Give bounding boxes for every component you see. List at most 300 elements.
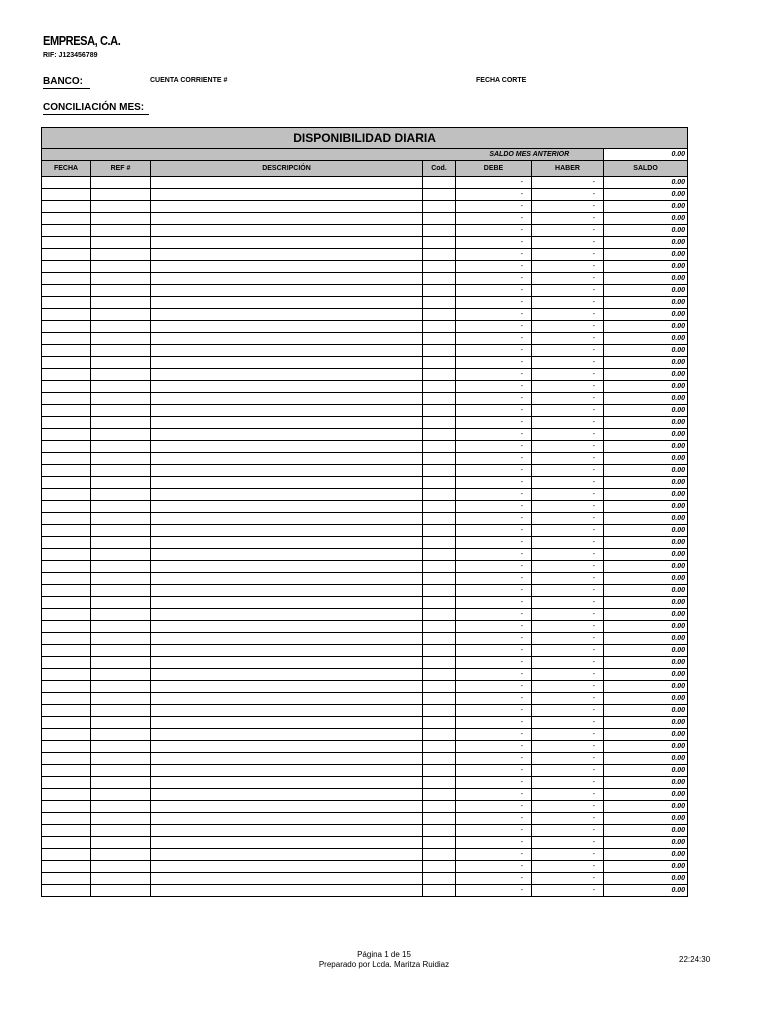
- cell-fecha[interactable]: [42, 465, 91, 477]
- cell-descripcion[interactable]: [151, 477, 423, 489]
- cell-cod[interactable]: [423, 429, 456, 441]
- cell-haber[interactable]: -: [532, 429, 604, 441]
- cell-fecha[interactable]: [42, 489, 91, 501]
- cell-descripcion[interactable]: [151, 537, 423, 549]
- cell-saldo[interactable]: 0.00: [604, 273, 688, 285]
- cell-saldo[interactable]: 0.00: [604, 669, 688, 681]
- cell-fecha[interactable]: [42, 273, 91, 285]
- cell-haber[interactable]: -: [532, 477, 604, 489]
- cell-descripcion[interactable]: [151, 357, 423, 369]
- cell-saldo[interactable]: 0.00: [604, 225, 688, 237]
- cell-haber[interactable]: -: [532, 189, 604, 201]
- cell-ref[interactable]: [91, 801, 151, 813]
- cell-saldo[interactable]: 0.00: [604, 309, 688, 321]
- cell-haber[interactable]: -: [532, 333, 604, 345]
- cell-haber[interactable]: -: [532, 405, 604, 417]
- cell-haber[interactable]: -: [532, 873, 604, 885]
- cell-cod[interactable]: [423, 225, 456, 237]
- cell-cod[interactable]: [423, 201, 456, 213]
- cell-saldo[interactable]: 0.00: [604, 285, 688, 297]
- cell-fecha[interactable]: [42, 297, 91, 309]
- cell-cod[interactable]: [423, 237, 456, 249]
- cell-debe[interactable]: -: [456, 261, 532, 273]
- cell-ref[interactable]: [91, 237, 151, 249]
- cell-fecha[interactable]: [42, 597, 91, 609]
- cell-descripcion[interactable]: [151, 237, 423, 249]
- cell-debe[interactable]: -: [456, 525, 532, 537]
- cell-saldo[interactable]: 0.00: [604, 501, 688, 513]
- cell-descripcion[interactable]: [151, 753, 423, 765]
- cell-saldo[interactable]: 0.00: [604, 489, 688, 501]
- cell-saldo[interactable]: 0.00: [604, 885, 688, 897]
- cell-haber[interactable]: -: [532, 537, 604, 549]
- cell-debe[interactable]: -: [456, 645, 532, 657]
- cell-ref[interactable]: [91, 669, 151, 681]
- cell-ref[interactable]: [91, 717, 151, 729]
- cell-saldo[interactable]: 0.00: [604, 717, 688, 729]
- cell-saldo[interactable]: 0.00: [604, 393, 688, 405]
- cell-fecha[interactable]: [42, 249, 91, 261]
- cell-cod[interactable]: [423, 657, 456, 669]
- cell-haber[interactable]: -: [532, 285, 604, 297]
- cell-descripcion[interactable]: [151, 585, 423, 597]
- cell-haber[interactable]: -: [532, 633, 604, 645]
- cell-ref[interactable]: [91, 837, 151, 849]
- cell-saldo[interactable]: 0.00: [604, 249, 688, 261]
- cell-haber[interactable]: -: [532, 861, 604, 873]
- cell-cod[interactable]: [423, 849, 456, 861]
- cell-fecha[interactable]: [42, 837, 91, 849]
- cell-cod[interactable]: [423, 177, 456, 189]
- cell-descripcion[interactable]: [151, 633, 423, 645]
- cell-haber[interactable]: -: [532, 681, 604, 693]
- cell-haber[interactable]: -: [532, 729, 604, 741]
- cell-ref[interactable]: [91, 693, 151, 705]
- cell-descripcion[interactable]: [151, 249, 423, 261]
- cell-descripcion[interactable]: [151, 609, 423, 621]
- cell-haber[interactable]: -: [532, 177, 604, 189]
- cell-saldo[interactable]: 0.00: [604, 849, 688, 861]
- cell-ref[interactable]: [91, 885, 151, 897]
- cell-descripcion[interactable]: [151, 405, 423, 417]
- cell-ref[interactable]: [91, 681, 151, 693]
- cell-ref[interactable]: [91, 729, 151, 741]
- cell-debe[interactable]: -: [456, 417, 532, 429]
- cell-haber[interactable]: -: [532, 573, 604, 585]
- cell-fecha[interactable]: [42, 885, 91, 897]
- cell-haber[interactable]: -: [532, 813, 604, 825]
- cell-debe[interactable]: -: [456, 705, 532, 717]
- cell-debe[interactable]: -: [456, 741, 532, 753]
- cell-fecha[interactable]: [42, 789, 91, 801]
- cell-descripcion[interactable]: [151, 285, 423, 297]
- cell-fecha[interactable]: [42, 381, 91, 393]
- cell-ref[interactable]: [91, 405, 151, 417]
- cell-ref[interactable]: [91, 225, 151, 237]
- cell-haber[interactable]: -: [532, 753, 604, 765]
- cell-descripcion[interactable]: [151, 717, 423, 729]
- cell-cod[interactable]: [423, 537, 456, 549]
- cell-saldo[interactable]: 0.00: [604, 429, 688, 441]
- cell-saldo[interactable]: 0.00: [604, 537, 688, 549]
- cell-haber[interactable]: -: [532, 597, 604, 609]
- cell-debe[interactable]: -: [456, 825, 532, 837]
- cell-cod[interactable]: [423, 597, 456, 609]
- cell-cod[interactable]: [423, 861, 456, 873]
- cell-ref[interactable]: [91, 249, 151, 261]
- cell-haber[interactable]: -: [532, 225, 604, 237]
- cell-fecha[interactable]: [42, 561, 91, 573]
- cell-fecha[interactable]: [42, 873, 91, 885]
- cell-descripcion[interactable]: [151, 657, 423, 669]
- cell-cod[interactable]: [423, 309, 456, 321]
- cell-debe[interactable]: -: [456, 669, 532, 681]
- cell-debe[interactable]: -: [456, 873, 532, 885]
- cell-debe[interactable]: -: [456, 729, 532, 741]
- cell-debe[interactable]: -: [456, 621, 532, 633]
- cell-cod[interactable]: [423, 777, 456, 789]
- cell-saldo[interactable]: 0.00: [604, 321, 688, 333]
- cell-haber[interactable]: -: [532, 765, 604, 777]
- cell-haber[interactable]: -: [532, 321, 604, 333]
- cell-saldo[interactable]: 0.00: [604, 465, 688, 477]
- cell-cod[interactable]: [423, 477, 456, 489]
- cell-fecha[interactable]: [42, 669, 91, 681]
- cell-descripcion[interactable]: [151, 861, 423, 873]
- cell-cod[interactable]: [423, 741, 456, 753]
- cell-descripcion[interactable]: [151, 189, 423, 201]
- cell-cod[interactable]: [423, 333, 456, 345]
- cell-descripcion[interactable]: [151, 765, 423, 777]
- cell-saldo[interactable]: 0.00: [604, 357, 688, 369]
- cell-cod[interactable]: [423, 405, 456, 417]
- cell-cod[interactable]: [423, 801, 456, 813]
- cell-debe[interactable]: -: [456, 477, 532, 489]
- cell-fecha[interactable]: [42, 765, 91, 777]
- cell-ref[interactable]: [91, 477, 151, 489]
- cell-haber[interactable]: -: [532, 201, 604, 213]
- cell-haber[interactable]: -: [532, 669, 604, 681]
- cell-ref[interactable]: [91, 297, 151, 309]
- cell-saldo[interactable]: 0.00: [604, 237, 688, 249]
- cell-ref[interactable]: [91, 597, 151, 609]
- cell-cod[interactable]: [423, 813, 456, 825]
- cell-descripcion[interactable]: [151, 621, 423, 633]
- cell-debe[interactable]: -: [456, 357, 532, 369]
- cell-cod[interactable]: [423, 345, 456, 357]
- cell-cod[interactable]: [423, 273, 456, 285]
- cell-fecha[interactable]: [42, 285, 91, 297]
- cell-descripcion[interactable]: [151, 393, 423, 405]
- cell-descripcion[interactable]: [151, 225, 423, 237]
- cell-debe[interactable]: -: [456, 801, 532, 813]
- cell-haber[interactable]: -: [532, 513, 604, 525]
- cell-saldo[interactable]: 0.00: [604, 801, 688, 813]
- cell-fecha[interactable]: [42, 501, 91, 513]
- cell-descripcion[interactable]: [151, 177, 423, 189]
- cell-saldo[interactable]: 0.00: [604, 417, 688, 429]
- cell-saldo[interactable]: 0.00: [604, 369, 688, 381]
- cell-cod[interactable]: [423, 189, 456, 201]
- cell-fecha[interactable]: [42, 333, 91, 345]
- cell-cod[interactable]: [423, 441, 456, 453]
- cell-debe[interactable]: -: [456, 381, 532, 393]
- cell-debe[interactable]: -: [456, 597, 532, 609]
- cell-fecha[interactable]: [42, 609, 91, 621]
- cell-ref[interactable]: [91, 561, 151, 573]
- cell-descripcion[interactable]: [151, 513, 423, 525]
- cell-saldo[interactable]: 0.00: [604, 585, 688, 597]
- cell-saldo[interactable]: 0.00: [604, 345, 688, 357]
- cell-haber[interactable]: -: [532, 393, 604, 405]
- cell-haber[interactable]: -: [532, 369, 604, 381]
- cell-cod[interactable]: [423, 393, 456, 405]
- cell-saldo[interactable]: 0.00: [604, 177, 688, 189]
- cell-cod[interactable]: [423, 885, 456, 897]
- cell-fecha[interactable]: [42, 717, 91, 729]
- cell-debe[interactable]: -: [456, 837, 532, 849]
- cell-haber[interactable]: -: [532, 441, 604, 453]
- cell-ref[interactable]: [91, 321, 151, 333]
- cell-cod[interactable]: [423, 453, 456, 465]
- cell-haber[interactable]: -: [532, 849, 604, 861]
- cell-debe[interactable]: -: [456, 633, 532, 645]
- cell-fecha[interactable]: [42, 573, 91, 585]
- cell-fecha[interactable]: [42, 777, 91, 789]
- cell-saldo[interactable]: 0.00: [604, 657, 688, 669]
- cell-fecha[interactable]: [42, 693, 91, 705]
- cell-haber[interactable]: -: [532, 657, 604, 669]
- cell-cod[interactable]: [423, 705, 456, 717]
- cell-saldo[interactable]: 0.00: [604, 297, 688, 309]
- cell-saldo[interactable]: 0.00: [604, 873, 688, 885]
- cell-cod[interactable]: [423, 585, 456, 597]
- cell-ref[interactable]: [91, 621, 151, 633]
- cell-descripcion[interactable]: [151, 741, 423, 753]
- cell-cod[interactable]: [423, 525, 456, 537]
- cell-debe[interactable]: -: [456, 765, 532, 777]
- cell-debe[interactable]: -: [456, 609, 532, 621]
- cell-fecha[interactable]: [42, 849, 91, 861]
- cell-debe[interactable]: -: [456, 813, 532, 825]
- cell-haber[interactable]: -: [532, 741, 604, 753]
- cell-haber[interactable]: -: [532, 837, 604, 849]
- cell-ref[interactable]: [91, 753, 151, 765]
- cell-debe[interactable]: -: [456, 465, 532, 477]
- cell-debe[interactable]: -: [456, 177, 532, 189]
- cell-cod[interactable]: [423, 693, 456, 705]
- cell-cod[interactable]: [423, 561, 456, 573]
- cell-haber[interactable]: -: [532, 417, 604, 429]
- cell-fecha[interactable]: [42, 441, 91, 453]
- cell-debe[interactable]: -: [456, 753, 532, 765]
- cell-fecha[interactable]: [42, 729, 91, 741]
- cell-fecha[interactable]: [42, 357, 91, 369]
- cell-haber[interactable]: -: [532, 717, 604, 729]
- cell-haber[interactable]: -: [532, 489, 604, 501]
- cell-debe[interactable]: -: [456, 549, 532, 561]
- cell-fecha[interactable]: [42, 549, 91, 561]
- cell-fecha[interactable]: [42, 657, 91, 669]
- cell-descripcion[interactable]: [151, 525, 423, 537]
- cell-ref[interactable]: [91, 429, 151, 441]
- cell-descripcion[interactable]: [151, 729, 423, 741]
- cell-cod[interactable]: [423, 765, 456, 777]
- cell-debe[interactable]: -: [456, 441, 532, 453]
- cell-cod[interactable]: [423, 753, 456, 765]
- cell-descripcion[interactable]: [151, 369, 423, 381]
- cell-ref[interactable]: [91, 861, 151, 873]
- cell-debe[interactable]: -: [456, 297, 532, 309]
- cell-ref[interactable]: [91, 657, 151, 669]
- cell-haber[interactable]: -: [532, 777, 604, 789]
- cell-ref[interactable]: [91, 585, 151, 597]
- cell-debe[interactable]: -: [456, 333, 532, 345]
- cell-descripcion[interactable]: [151, 261, 423, 273]
- cell-cod[interactable]: [423, 297, 456, 309]
- cell-saldo[interactable]: 0.00: [604, 213, 688, 225]
- cell-cod[interactable]: [423, 369, 456, 381]
- cell-ref[interactable]: [91, 261, 151, 273]
- cell-ref[interactable]: [91, 645, 151, 657]
- cell-descripcion[interactable]: [151, 465, 423, 477]
- cell-haber[interactable]: -: [532, 249, 604, 261]
- cell-haber[interactable]: -: [532, 549, 604, 561]
- cell-descripcion[interactable]: [151, 417, 423, 429]
- cell-fecha[interactable]: [42, 645, 91, 657]
- cell-saldo[interactable]: 0.00: [604, 813, 688, 825]
- cell-debe[interactable]: -: [456, 501, 532, 513]
- cell-haber[interactable]: -: [532, 381, 604, 393]
- cell-debe[interactable]: -: [456, 213, 532, 225]
- cell-haber[interactable]: -: [532, 585, 604, 597]
- cell-saldo[interactable]: 0.00: [604, 729, 688, 741]
- cell-fecha[interactable]: [42, 429, 91, 441]
- cell-fecha[interactable]: [42, 345, 91, 357]
- cell-fecha[interactable]: [42, 513, 91, 525]
- cell-saldo[interactable]: 0.00: [604, 681, 688, 693]
- cell-descripcion[interactable]: [151, 345, 423, 357]
- cell-ref[interactable]: [91, 813, 151, 825]
- cell-cod[interactable]: [423, 669, 456, 681]
- cell-saldo[interactable]: 0.00: [604, 333, 688, 345]
- cell-ref[interactable]: [91, 513, 151, 525]
- cell-haber[interactable]: -: [532, 345, 604, 357]
- cell-ref[interactable]: [91, 453, 151, 465]
- cell-debe[interactable]: -: [456, 789, 532, 801]
- cell-haber[interactable]: -: [532, 525, 604, 537]
- cell-debe[interactable]: -: [456, 657, 532, 669]
- cell-fecha[interactable]: [42, 753, 91, 765]
- cell-saldo[interactable]: 0.00: [604, 789, 688, 801]
- cell-descripcion[interactable]: [151, 273, 423, 285]
- cell-ref[interactable]: [91, 825, 151, 837]
- cell-cod[interactable]: [423, 621, 456, 633]
- cell-saldo[interactable]: 0.00: [604, 777, 688, 789]
- cell-ref[interactable]: [91, 633, 151, 645]
- cell-ref[interactable]: [91, 537, 151, 549]
- cell-saldo[interactable]: 0.00: [604, 705, 688, 717]
- cell-descripcion[interactable]: [151, 885, 423, 897]
- cell-descripcion[interactable]: [151, 645, 423, 657]
- cell-fecha[interactable]: [42, 681, 91, 693]
- cell-cod[interactable]: [423, 717, 456, 729]
- cell-ref[interactable]: [91, 345, 151, 357]
- cell-haber[interactable]: -: [532, 825, 604, 837]
- cell-haber[interactable]: -: [532, 561, 604, 573]
- cell-fecha[interactable]: [42, 309, 91, 321]
- cell-debe[interactable]: -: [456, 405, 532, 417]
- cell-debe[interactable]: -: [456, 249, 532, 261]
- cell-cod[interactable]: [423, 213, 456, 225]
- cell-fecha[interactable]: [42, 525, 91, 537]
- cell-saldo[interactable]: 0.00: [604, 381, 688, 393]
- saldo-anterior-value[interactable]: 0.00: [604, 149, 688, 161]
- cell-saldo[interactable]: 0.00: [604, 513, 688, 525]
- cell-cod[interactable]: [423, 249, 456, 261]
- cell-cod[interactable]: [423, 837, 456, 849]
- cell-descripcion[interactable]: [151, 489, 423, 501]
- cell-haber[interactable]: -: [532, 261, 604, 273]
- cell-fecha[interactable]: [42, 213, 91, 225]
- cell-ref[interactable]: [91, 177, 151, 189]
- cell-debe[interactable]: -: [456, 237, 532, 249]
- cell-fecha[interactable]: [42, 369, 91, 381]
- cell-haber[interactable]: -: [532, 801, 604, 813]
- cell-fecha[interactable]: [42, 477, 91, 489]
- cell-saldo[interactable]: 0.00: [604, 693, 688, 705]
- cell-cod[interactable]: [423, 573, 456, 585]
- cell-ref[interactable]: [91, 849, 151, 861]
- cell-debe[interactable]: -: [456, 573, 532, 585]
- cell-descripcion[interactable]: [151, 381, 423, 393]
- cell-debe[interactable]: -: [456, 285, 532, 297]
- cell-descripcion[interactable]: [151, 309, 423, 321]
- cell-cod[interactable]: [423, 501, 456, 513]
- cell-descripcion[interactable]: [151, 825, 423, 837]
- cell-debe[interactable]: -: [456, 429, 532, 441]
- cell-ref[interactable]: [91, 777, 151, 789]
- cell-descripcion[interactable]: [151, 297, 423, 309]
- cell-saldo[interactable]: 0.00: [604, 597, 688, 609]
- cell-descripcion[interactable]: [151, 801, 423, 813]
- cell-cod[interactable]: [423, 789, 456, 801]
- cell-fecha[interactable]: [42, 405, 91, 417]
- cell-fecha[interactable]: [42, 189, 91, 201]
- cell-ref[interactable]: [91, 333, 151, 345]
- cell-cod[interactable]: [423, 873, 456, 885]
- cell-ref[interactable]: [91, 213, 151, 225]
- cell-ref[interactable]: [91, 873, 151, 885]
- cell-fecha[interactable]: [42, 225, 91, 237]
- cell-saldo[interactable]: 0.00: [604, 753, 688, 765]
- cell-haber[interactable]: -: [532, 453, 604, 465]
- cell-descripcion[interactable]: [151, 669, 423, 681]
- cell-saldo[interactable]: 0.00: [604, 645, 688, 657]
- cell-haber[interactable]: -: [532, 297, 604, 309]
- cell-cod[interactable]: [423, 489, 456, 501]
- cell-fecha[interactable]: [42, 537, 91, 549]
- cell-ref[interactable]: [91, 501, 151, 513]
- cell-haber[interactable]: -: [532, 693, 604, 705]
- cell-ref[interactable]: [91, 285, 151, 297]
- cell-debe[interactable]: -: [456, 717, 532, 729]
- cell-fecha[interactable]: [42, 621, 91, 633]
- cell-fecha[interactable]: [42, 453, 91, 465]
- cell-saldo[interactable]: 0.00: [604, 441, 688, 453]
- cell-fecha[interactable]: [42, 321, 91, 333]
- cell-debe[interactable]: -: [456, 309, 532, 321]
